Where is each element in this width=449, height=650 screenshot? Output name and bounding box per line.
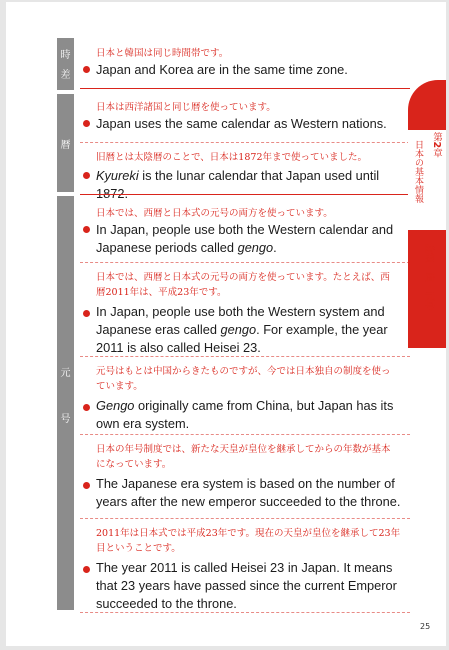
japanese-sentence [96, 442, 412, 472]
jp-line: 日本の年号制度では、新たな天皇が皇位を継承してからの年数が基本 [96, 444, 391, 455]
page-number: 25 [420, 622, 431, 631]
jp-line: ています。 [96, 381, 143, 392]
english-sentence: The Japanese era system is based on the number of years after the new emperor succeeded to the throne. [96, 476, 401, 509]
sentence-end: . For example, the year 2011 is also called Heisei 23. [96, 322, 388, 355]
bullet-dot-icon [83, 120, 90, 127]
english-sentence [96, 221, 412, 257]
entry-divider [80, 518, 410, 519]
entry-divider [80, 262, 410, 263]
bullet-dot-icon [83, 172, 90, 179]
label-char: 元 [60, 368, 71, 379]
italic-term: gengo [237, 240, 274, 255]
chapter-number [424, 132, 442, 158]
section-title-vertical: 時差・暦・元号 [423, 244, 434, 311]
entry-divider [80, 142, 410, 143]
label-char: 暦 [60, 140, 71, 151]
sentence-rest: is the lunar calendar that Japan used until 1872. [96, 168, 380, 201]
section-divider [80, 88, 410, 89]
bullet-dot-icon [83, 404, 90, 411]
japanese-sentence: 日本では、西暦と日本式の元号の両方を使っています。 [96, 208, 333, 219]
bullet-dot-icon [83, 566, 90, 573]
english-sentence [96, 397, 412, 433]
japanese-sentence [96, 364, 412, 394]
label-char: 号 [60, 414, 71, 425]
label-char: 時 [60, 50, 71, 61]
english-sentence: The year 2011 is called Heisei 23 in Japan. It means that 23 years have passed since the current Emperor succeeded to the throne. [96, 560, 397, 611]
japanese-sentence: 日本と韓国は同じ時間帯です。 [96, 48, 229, 59]
jp-line: になっています。 [96, 459, 172, 470]
italic-term: Gengo [96, 398, 135, 413]
sentence-start: In Japan, people use both the Western system and Japanese eras called [96, 304, 385, 337]
jp-line: 暦2011年は、平成23年です。 [96, 287, 227, 298]
italic-term: gengo [220, 322, 257, 337]
chapter-char: 第 [431, 132, 442, 142]
jp-line: 元号はもとは中国からきたものですが、今では日本独自の制度を使っ [96, 366, 391, 377]
italic-term: Kyureki [96, 168, 139, 183]
japanese-sentence [96, 526, 412, 556]
chapter-topic: 日本の基本情報 [413, 140, 423, 203]
english-sentence: Japan and Korea are in the same time zone. [96, 62, 348, 77]
bullet-dot-icon [83, 482, 90, 489]
sentence-rest: originally came from China, but Japan has its own era system. [96, 398, 394, 431]
jp-line: 日本では、西暦と日本式の元号の両方を使っています。たとえば、西 [96, 272, 390, 283]
english-sentence [96, 303, 412, 357]
sentence-start: In Japan, people use both the Western calendar and Japanese periods called [96, 222, 394, 255]
sentence-end: . [273, 240, 277, 255]
chapter-digit: 2 [431, 141, 442, 149]
entry-divider [80, 612, 410, 613]
bullet-dot-icon [83, 66, 90, 73]
japanese-sentence: 旧暦とは太陰暦のことで、日本は1872年まで使っていました。 [96, 152, 367, 163]
section-label-calendar [57, 94, 74, 192]
japanese-sentence: 日本は西洋諸国と同じ暦を使っています。 [96, 102, 276, 113]
japanese-sentence [96, 270, 412, 300]
jp-line: 2011年は日本式では平成23年です。現在の天皇が皇位を継承して23年 [96, 528, 401, 539]
bullet-dot-icon [83, 226, 90, 233]
label-char: 差 [60, 70, 71, 81]
english-sentence: Japan uses the same calendar as Western nations. [96, 116, 387, 131]
entry-divider [80, 434, 410, 435]
chapter-char: 章 [431, 148, 442, 158]
english-sentence [96, 167, 412, 203]
jp-line: 目ということです。 [96, 543, 181, 554]
section-label-time-difference [57, 38, 74, 90]
section-label-era-name [57, 196, 74, 610]
entry-divider [80, 356, 410, 357]
section-divider [80, 194, 410, 195]
bullet-dot-icon [83, 310, 90, 317]
